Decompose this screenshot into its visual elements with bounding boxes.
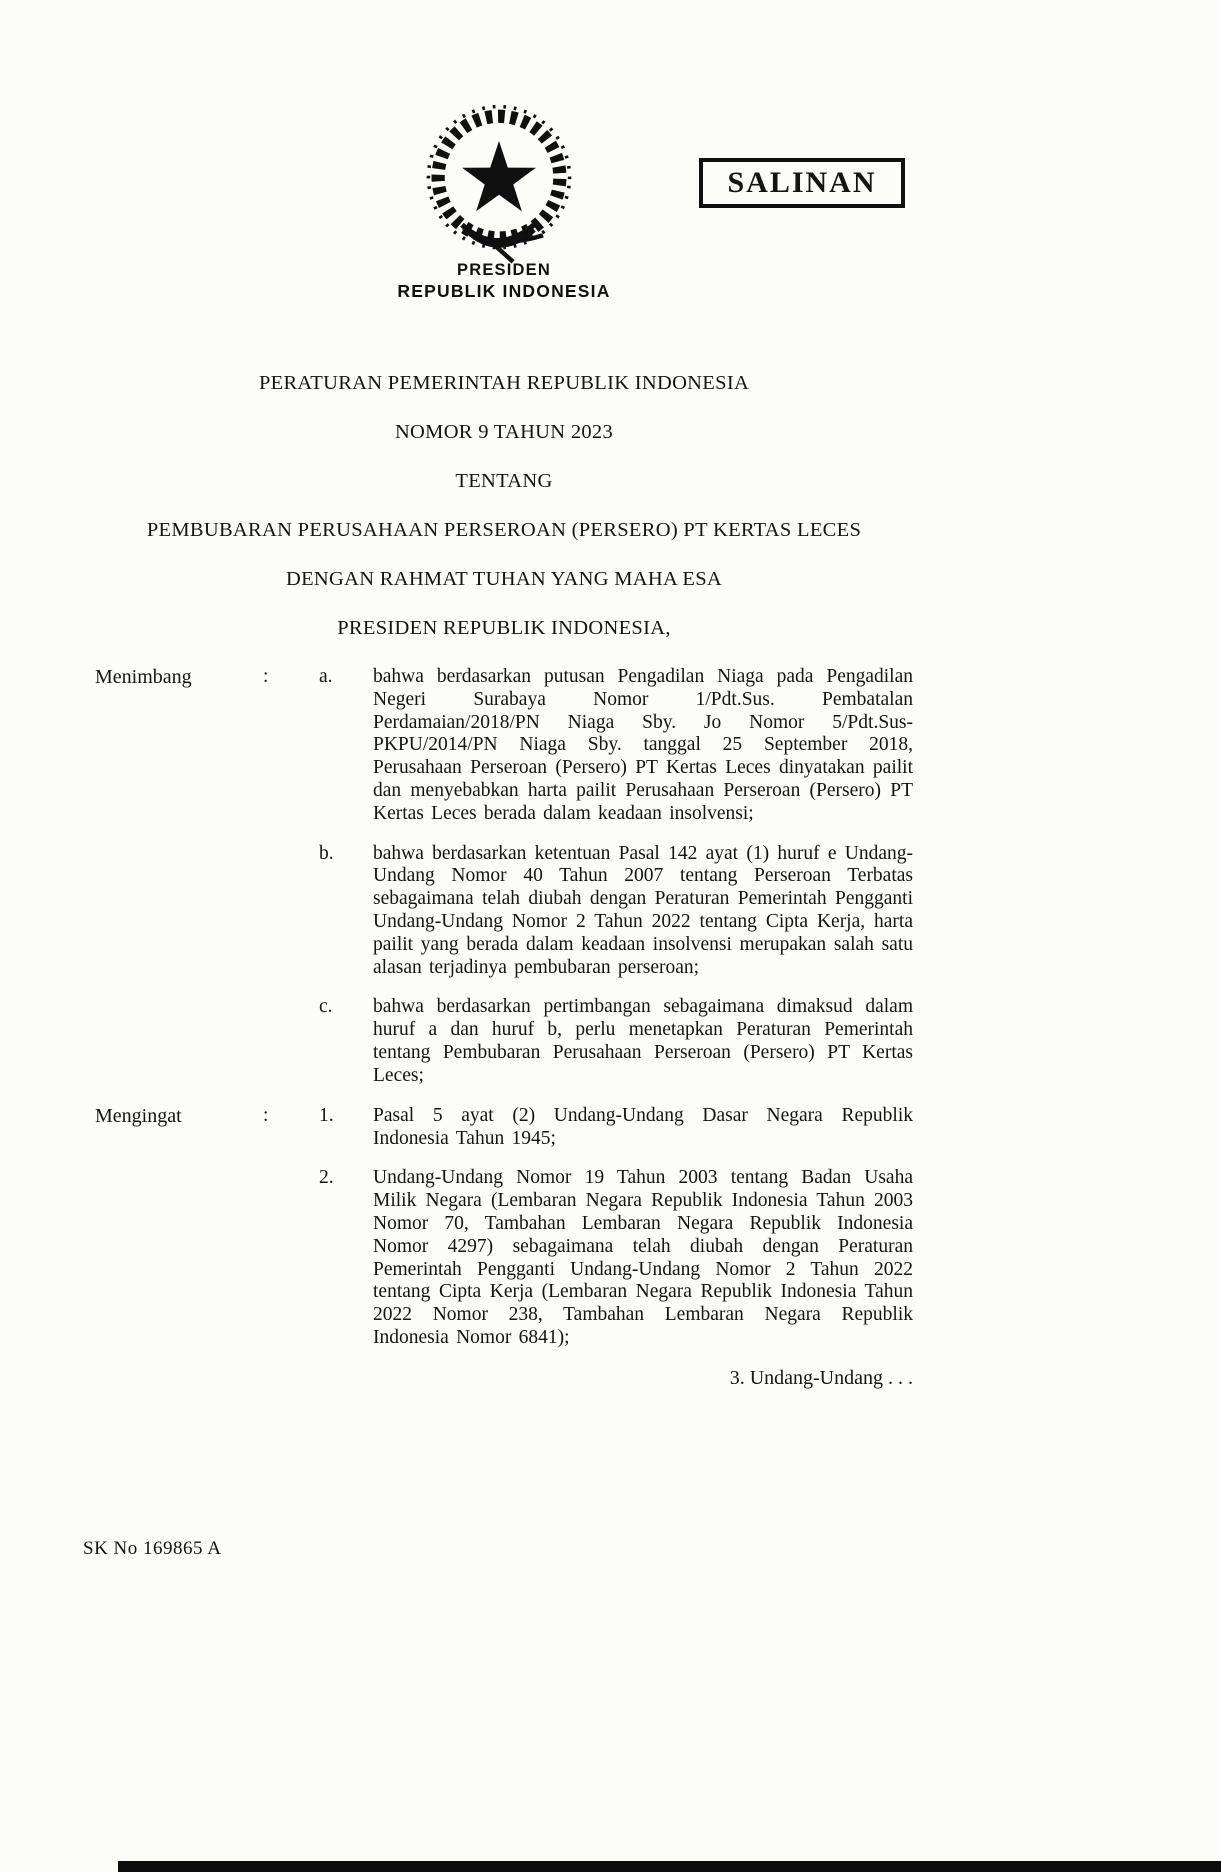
item-marker: 1. (319, 1104, 334, 1126)
item-marker: a. (319, 665, 333, 687)
document-body (95, 372, 913, 1390)
item-marker: c. (319, 996, 333, 1018)
invocation-line: DENGAN RAHMAT TUHAN YANG MAHA ESA (285, 567, 723, 590)
menimbang-colon: : (263, 665, 269, 687)
menimbang-item-b (95, 843, 913, 980)
star-icon (462, 141, 536, 211)
letterhead-line2: REPUBLIK INDONESIA (397, 280, 611, 301)
regulation-title-line: PERATURAN PEMERINTAH REPUBLIK INDONESIA (258, 372, 750, 394)
item-text: Pasal 5 ayat (2) Undang-Undang Dasar Negara Republik Indonesia Tahun 1945; (373, 1104, 913, 1149)
mengingat-section (95, 1105, 913, 1350)
document-control-number: SK No 169865 A (83, 1538, 222, 1559)
scan-artifact-bar (118, 1861, 1221, 1872)
menimbang-label: Menimbang (95, 665, 192, 688)
title-block (95, 372, 913, 641)
item-text: bahwa berdasarkan pertimbangan sebagaimana dimaksud dalam huruf a dan huruf b, perlu menetapkan Peraturan Pemerintah tentang Pembubaran Perusahaan Perseroan (Persero) PT Kertas Leces; (373, 996, 913, 1086)
menimbang-section (95, 666, 913, 1088)
salinan-stamp (699, 158, 905, 208)
mengingat-colon: : (263, 1104, 269, 1126)
salinan-stamp-label: SALINAN (727, 166, 877, 199)
item-text: Undang-Undang Nomor 19 Tahun 2003 tentang Badan Usaha Milik Negara (Lembaran Negara Republik Indonesia Tahun 2003 Nomor 70, Tambahan Lembaran Negara Republik Indonesia Nomor 4297) sebagaimana telah diubah dengan Peraturan Pemerintah Pengganti Undang-Undang Nomor 2 Tahun 2022 tentang Cipta Kerja (Lembaran Negara Republik Indonesia Tahun 2022 Nomor 238, Tambahan Lembaran Negara Republik Indonesia Nomor 6841); (373, 1167, 913, 1349)
item-marker: 2. (319, 1167, 334, 1189)
letterhead-line1: PRESIDEN (457, 261, 551, 279)
subject-line: PEMBUBARAN PERUSAHAAN PERSEROAN (PERSERO) PT KERTAS LECES (146, 518, 862, 541)
item-text: bahwa berdasarkan putusan Pengadilan Niaga pada Pengadilan Negeri Surabaya Nomor 1/Pdt.Sus. Pembatalan Perdamaian/2018/PN Niaga Sby. Jo Nomor 5/Pdt.Sus-PKPU/2014/PN Niaga Sby. tanggal 25 September 2018, Perusahaan Perseroan (Persero) PT Kertas Leces dinyatakan pailit dan menyebabkan harta pailit Perusahaan Perseroan (Persero) PT Kertas Leces berada dalam keadaan insolvensi; (373, 665, 913, 824)
regulation-number-line: NOMOR 9 TAHUN 2023 (394, 420, 614, 443)
mengingat-item-1 (95, 1105, 913, 1151)
tentang-line: TENTANG (455, 469, 553, 492)
mengingat-item-2 (95, 1167, 913, 1350)
mengingat-label: Mengingat (95, 1104, 182, 1127)
catchword: 3. Undang-Undang . . . (729, 1366, 913, 1389)
seal-graphic (406, 96, 592, 268)
letterhead (95, 260, 913, 303)
menimbang-item-c (95, 996, 913, 1087)
item-marker: b. (319, 842, 334, 864)
item-text: bahwa berdasarkan ketentuan Pasal 142 ayat (1) huruf e Undang-Undang Nomor 40 Tahun 2007 tentang Perseroan Terbatas sebagaimana telah diubah dengan Peraturan Pemerintah Pengganti Undang-Undang Nomor 2 Tahun 2022 tentang Cipta Kerja, harta pailit yang berada dalam keadaan insolvensi merupakan salah satu alasan terjadinya pembubaran perseroan; (373, 842, 913, 978)
menimbang-item-a (95, 666, 913, 826)
issuer-line: PRESIDEN REPUBLIK INDONESIA, (337, 616, 671, 639)
presidential-seal-icon (406, 96, 592, 268)
